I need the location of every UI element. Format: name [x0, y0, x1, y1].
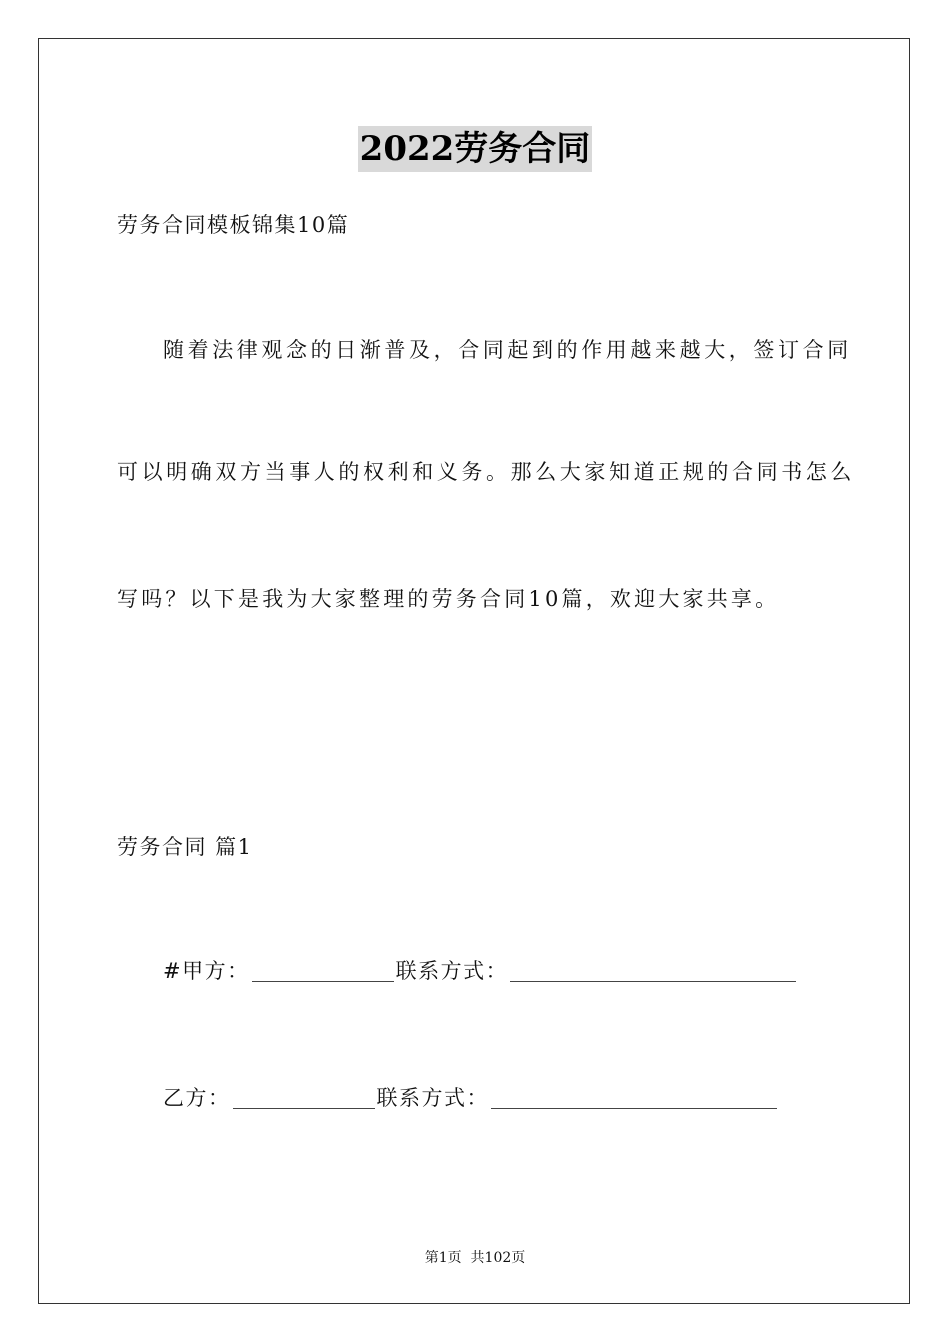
document-subtitle: 劳务合同模板锦集10篇 — [117, 213, 350, 237]
party-a-contact-label: 联系方式： — [395, 959, 509, 983]
intro-paragraph-line-3: 写吗？以下是我为大家整理的劳务合同10篇，欢迎大家共享。 — [117, 587, 780, 611]
party-b-row — [163, 1083, 779, 1113]
party-a-row — [163, 956, 798, 986]
intro-paragraph-line-2: 可以明确双方当事人的权利和义务。那么大家知道正规的合同书怎么 — [117, 460, 855, 484]
title-container — [0, 126, 950, 172]
party-a-name-blank — [252, 959, 394, 982]
party-b-name-blank — [233, 1086, 375, 1109]
page-footer — [0, 1248, 950, 1268]
section-heading: 劳务合同 篇1 — [117, 835, 253, 859]
document-title: 2022劳务合同 — [358, 126, 593, 172]
party-b-label: 乙方： — [163, 1086, 231, 1110]
intro-paragraph-line-1: 随着法律观念的日渐普及，合同起到的作用越来越大，签订合同 — [163, 338, 852, 362]
party-a-label: #甲方： — [163, 959, 250, 983]
party-a-contact-blank — [510, 959, 796, 982]
party-b-contact-label: 联系方式： — [376, 1086, 489, 1110]
page-number-label: 第1页 共102页 — [424, 1250, 526, 1266]
party-b-contact-blank — [491, 1086, 777, 1109]
